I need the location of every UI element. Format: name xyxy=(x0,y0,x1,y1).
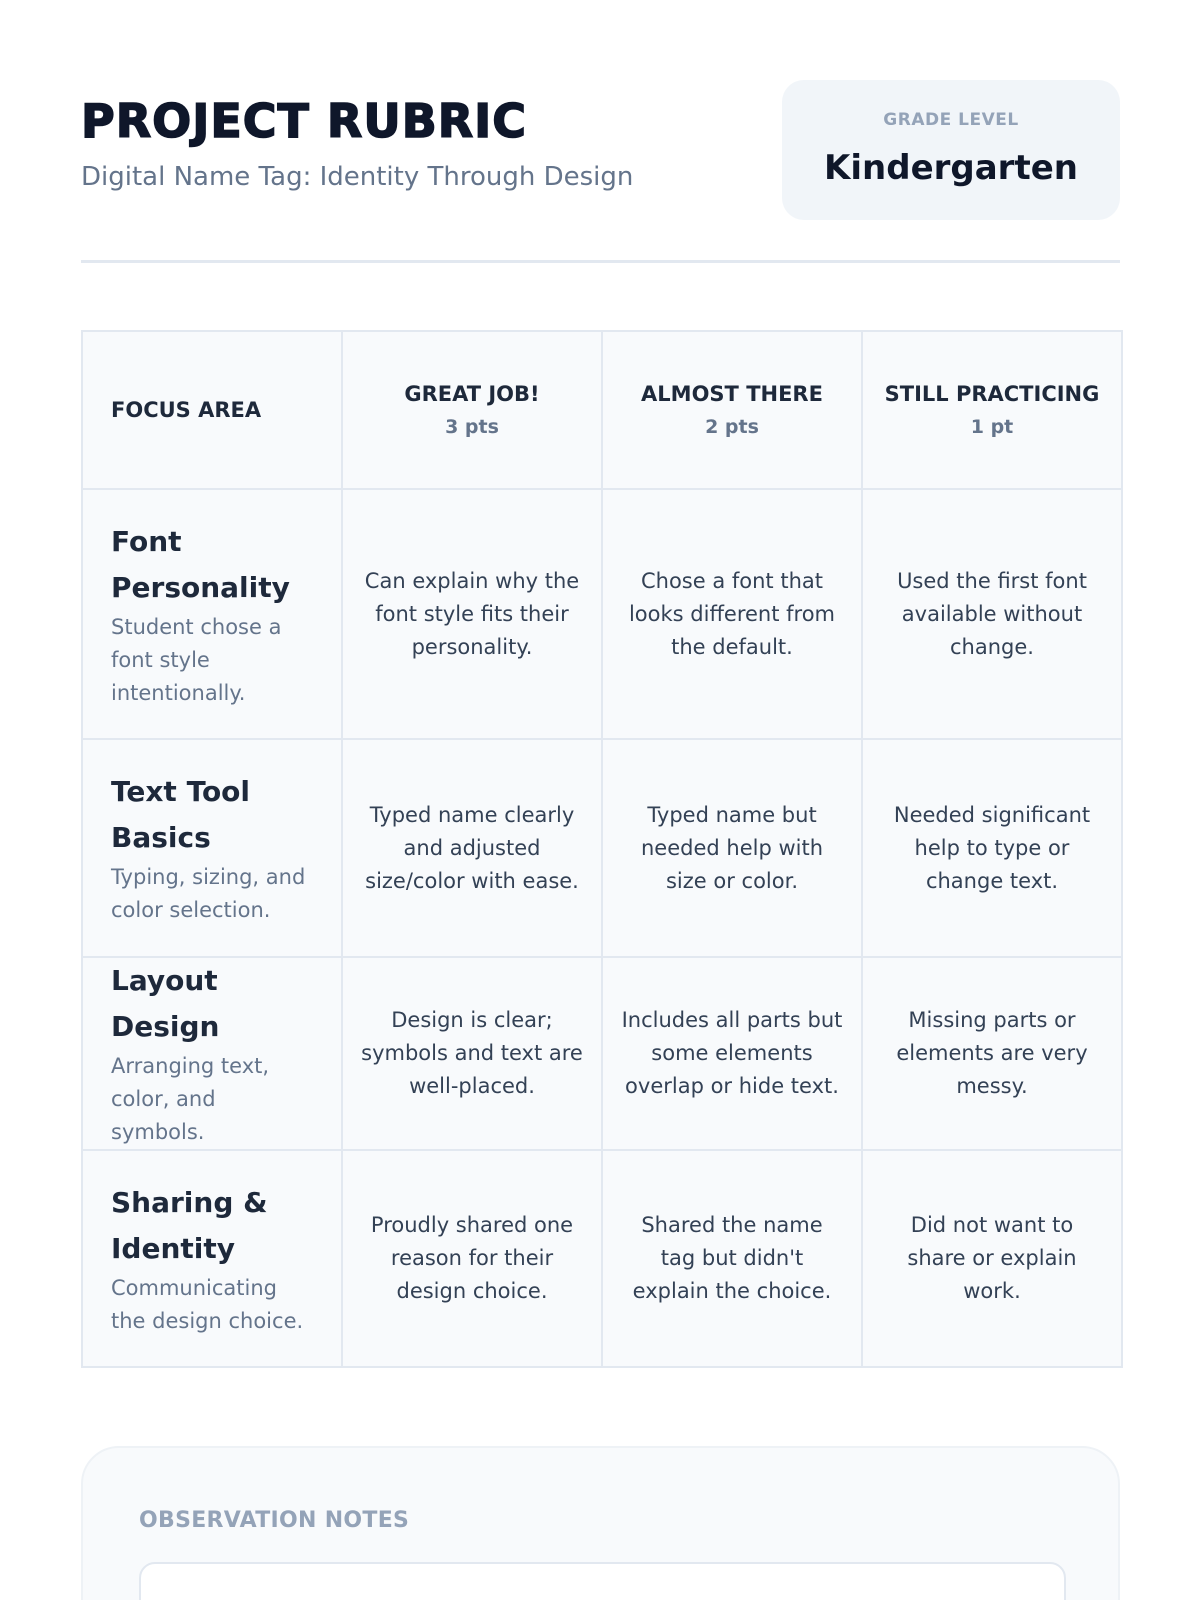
column-header-label: FOCUS AREA xyxy=(111,397,262,422)
still-practicing-cell: Missing parts or elements are very messy. xyxy=(862,957,1122,1150)
great-job-cell: Design is clear; symbols and text are well-placed. xyxy=(342,957,602,1150)
column-header-points: 3 pts xyxy=(445,415,499,438)
observation-notes-panel xyxy=(81,1446,1120,1600)
great-job-cell: Typed name clearly and adjusted size/color with ease. xyxy=(342,739,602,957)
focus-area-title: Font Personality xyxy=(111,524,290,604)
table-row xyxy=(82,957,1122,1150)
column-header-points: 1 pt xyxy=(970,415,1014,438)
almost-there-cell: Shared the name tag but didn't explain the choice. xyxy=(602,1150,862,1367)
almost-there-cell: Includes all parts but some elements overlap or hide text. xyxy=(602,957,862,1150)
focus-area-description: Arranging text, color, and symbols. xyxy=(111,1054,270,1144)
column-header-points: 2 pts xyxy=(705,415,759,438)
page-subtitle: Digital Name Tag: Identity Through Design xyxy=(81,162,634,192)
great-job-cell: Can explain why the font style fits their personality. xyxy=(342,489,602,739)
column-header-label: GREAT JOB! xyxy=(404,381,540,406)
rubric-table xyxy=(81,330,1123,1368)
almost-there-cell: Typed name but needed help with size or color. xyxy=(602,739,862,957)
page-title: PROJECT RUBRIC xyxy=(81,94,528,148)
table-row xyxy=(82,489,1122,739)
still-practicing-cell: Did not want to share or explain work. xyxy=(862,1150,1122,1367)
grade-level-card xyxy=(782,80,1120,220)
table-row xyxy=(82,1150,1122,1367)
column-header-label: ALMOST THERE xyxy=(641,381,823,406)
focus-area-title: Layout Design xyxy=(111,964,220,1043)
focus-area-description: Communicating the design choice. xyxy=(111,1275,304,1333)
focus-area-cell xyxy=(82,957,342,1150)
grade-level-label: GRADE LEVEL xyxy=(883,110,1019,130)
grade-level-value: Kindergarten xyxy=(824,148,1078,188)
still-practicing-cell: Needed significant help to type or change text. xyxy=(862,739,1122,957)
focus-area-cell xyxy=(82,1150,342,1367)
great-job-cell: Proudly shared one reason for their design choice. xyxy=(342,1150,602,1367)
header-divider xyxy=(81,260,1120,263)
focus-area-cell xyxy=(82,489,342,739)
still-practicing-cell: Used the first font available without change. xyxy=(862,489,1122,739)
column-header-still-practicing xyxy=(862,331,1122,489)
focus-area-title: Sharing & Identity xyxy=(111,1185,268,1265)
table-header-row xyxy=(82,331,1122,489)
page-header xyxy=(81,80,1120,220)
almost-there-cell: Chose a font that looks different from the default. xyxy=(602,489,862,739)
focus-area-description: Typing, sizing, and color selection. xyxy=(111,865,306,922)
focus-area-title: Text Tool Basics xyxy=(111,775,251,854)
column-header-almost-there xyxy=(602,331,862,489)
column-header-label: STILL PRACTICING xyxy=(884,381,1100,406)
table-row xyxy=(82,739,1122,957)
observation-notes-label: OBSERVATION NOTES xyxy=(139,1508,410,1533)
focus-area-description: Student chose a font style intentionally. xyxy=(111,614,282,705)
column-header-focus-area xyxy=(82,331,342,489)
focus-area-cell xyxy=(82,739,342,957)
column-header-great-job xyxy=(342,331,602,489)
observation-notes-field[interactable] xyxy=(139,1562,1066,1600)
